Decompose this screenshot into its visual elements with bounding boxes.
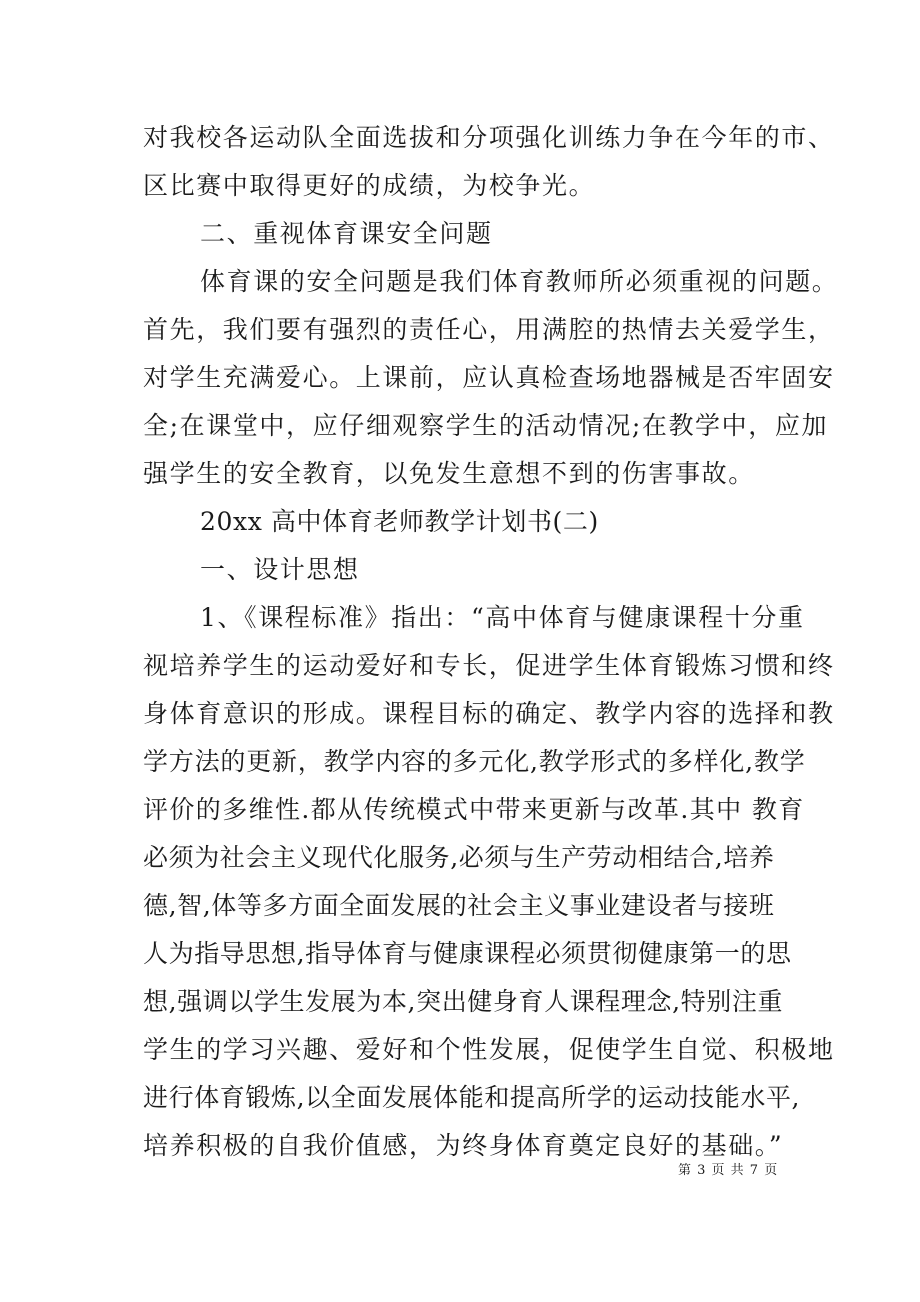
body-text-line: 全;在课堂中，应仔细观察学生的活动情况;在教学中，应加: [143, 411, 829, 440]
body-text-line: 想,强调以学生发展为本,突出健身育人课程理念,特别注重: [143, 987, 784, 1016]
body-text-line: 必须为社会主义现代化服务,必须与生产劳动相结合,培养: [143, 843, 775, 872]
body-text-line: 培养积极的自我价值感，为终身体育奠定良好的基础。”: [143, 1131, 784, 1160]
section-heading: 二、重视体育课安全问题: [200, 219, 493, 248]
page-number: 第 3 页 共 7 页: [678, 1163, 779, 1178]
body-text-line: 德,智,体等多方面全面发展的社会主义事业建设者与接班: [143, 891, 775, 920]
body-text-line: 体育课的安全问题是我们体育教师所必须重视的问题。: [200, 267, 839, 296]
body-text-line: 评价的多维性.都从传统模式中带来更新与改革.其中 教育: [143, 795, 805, 824]
body-text-line: 进行体育锻炼,以全面发展体能和提高所学的运动技能水平,: [143, 1083, 801, 1112]
section-heading: 一、设计思想: [200, 555, 360, 584]
body-text-line: 区比赛中取得更好的成绩，为校争光。: [143, 171, 596, 200]
body-text-line: 对我校各运动队全面选拔和分项强化训练力争在今年的市、: [143, 123, 835, 152]
body-text-line: 首先，我们要有强烈的责任心，用满腔的热情去关爱学生，: [143, 315, 835, 344]
body-text-line: 人为指导思想,指导体育与健康课程必须贯彻健康第一的思: [143, 939, 792, 968]
body-text-line: 对学生充满爱心。上课前，应认真检查场地器械是否牢固安: [143, 363, 835, 392]
body-text-line: 学生的学习兴趣、爱好和个性发展，促使学生自觉、积极地: [143, 1035, 835, 1064]
plan-title: 20xx 高中体育老师教学计划书(二): [200, 507, 599, 536]
body-text-line: 强学生的安全教育，以免发生意想不到的伤害事故。: [143, 459, 755, 488]
body-text-line: 1、《课程标准》指出：“高中体育与健康课程十分重: [200, 603, 805, 632]
body-text-line: 视培养学生的运动爱好和专长，促进学生体育锻炼习惯和终: [143, 651, 835, 680]
body-text-line: 学方法的更新，教学内容的多元化,教学形式的多样化,教学: [143, 747, 806, 776]
body-text-line: 身体育意识的形成。课程目标的确定、教学内容的选择和教: [143, 699, 835, 728]
